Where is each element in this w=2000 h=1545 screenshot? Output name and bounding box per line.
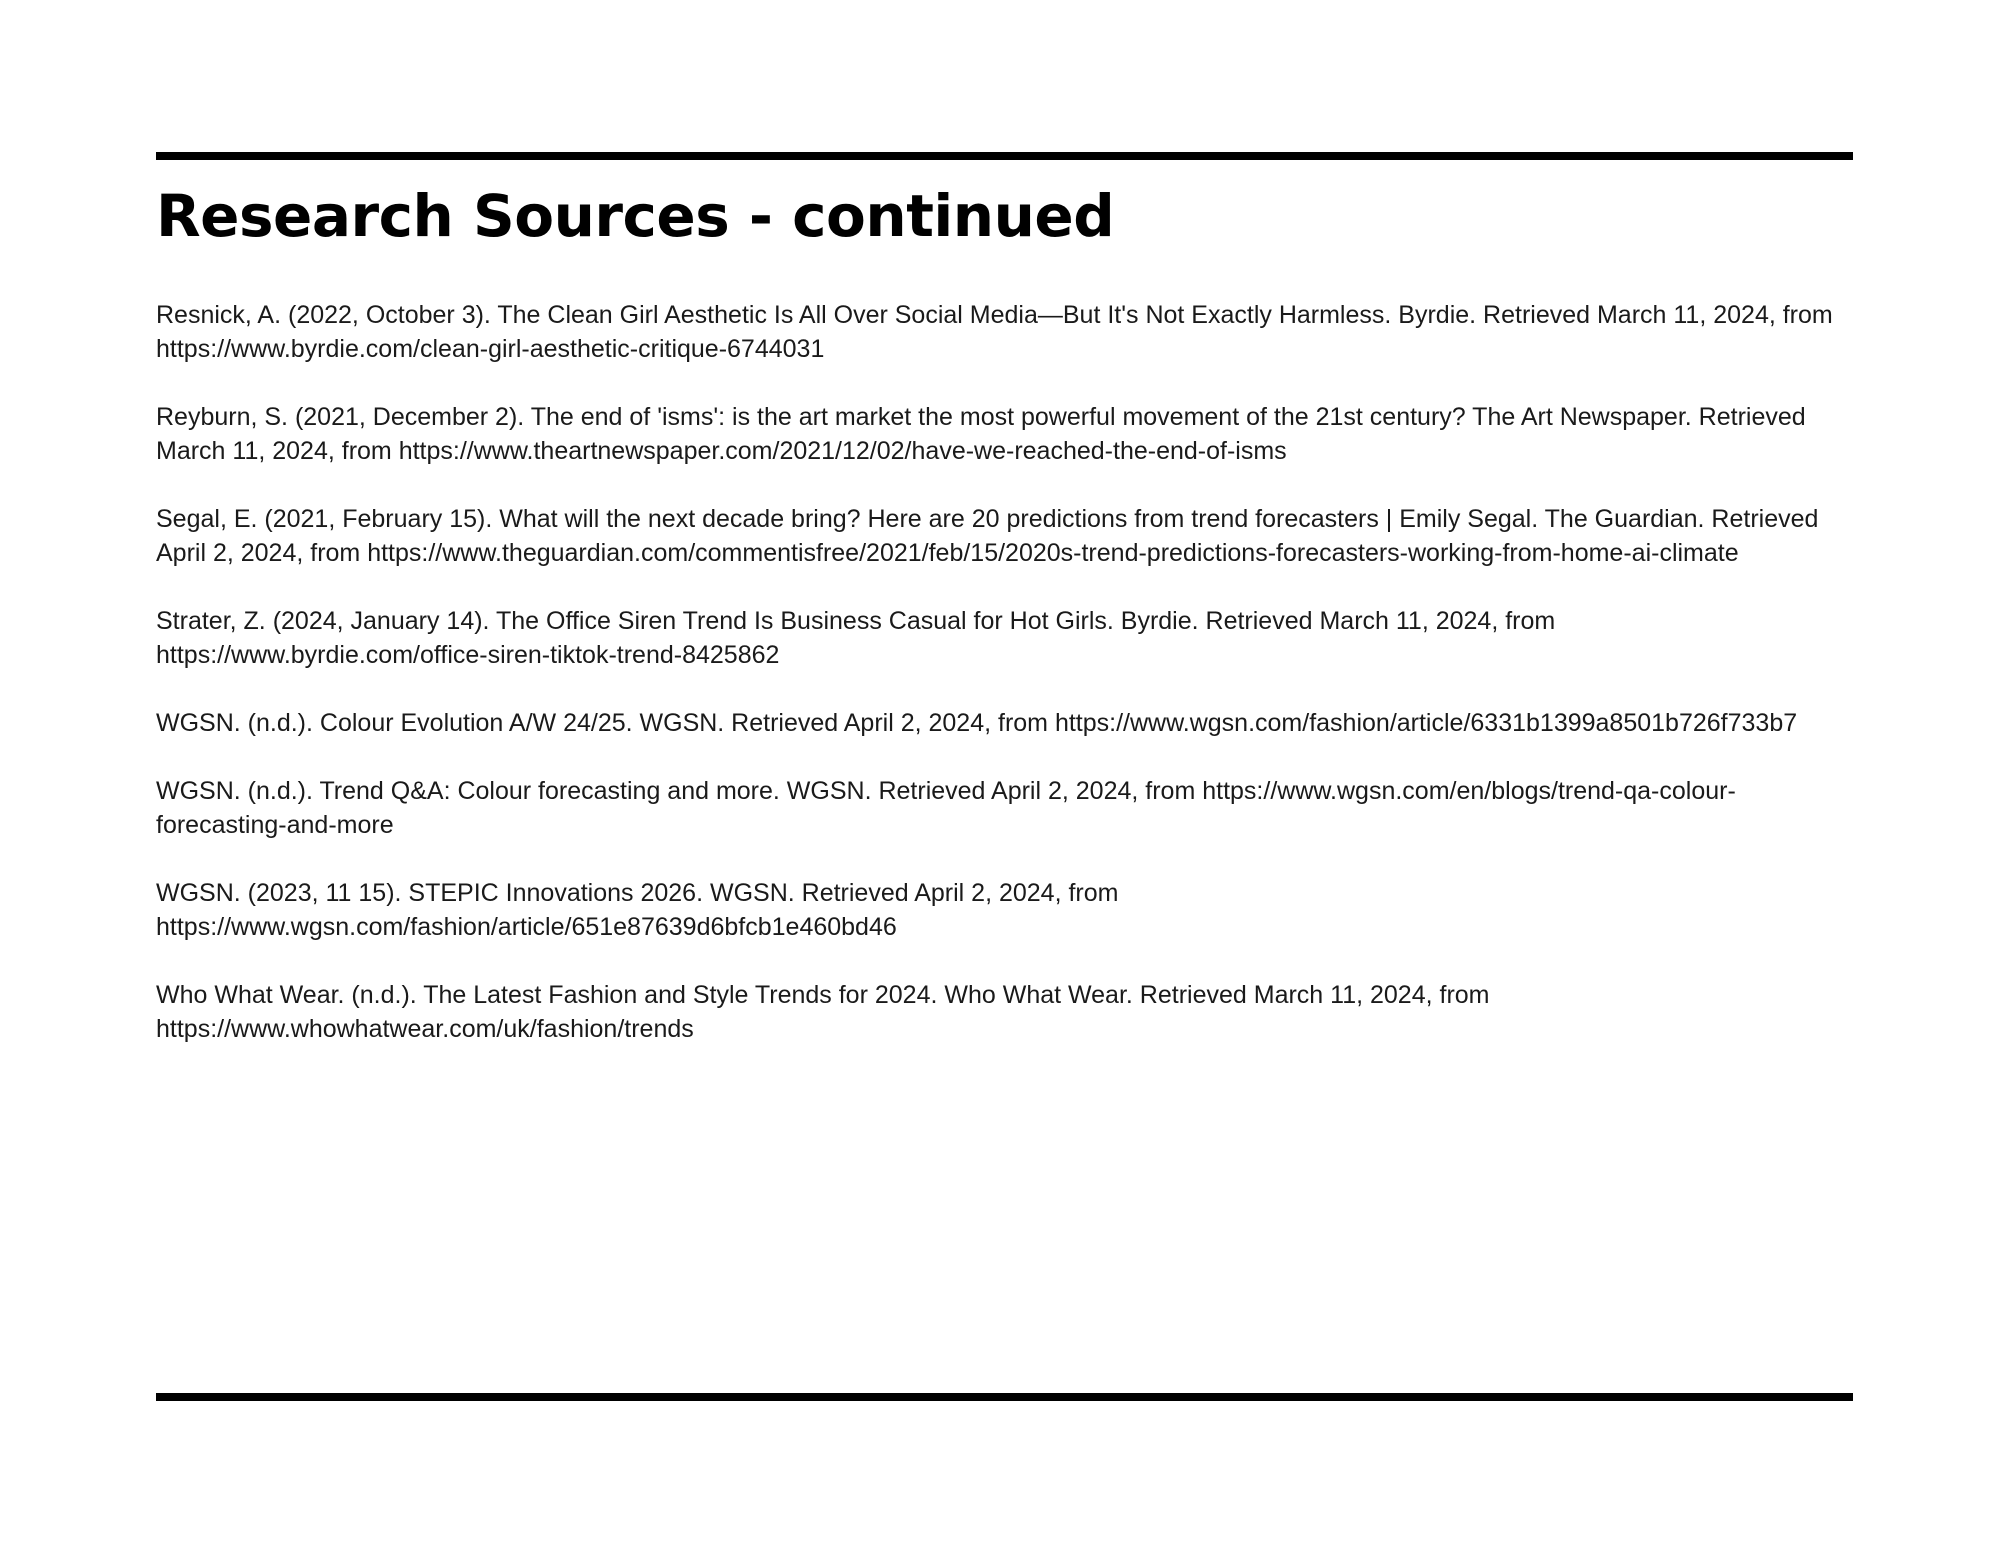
reference-item: Strater, Z. (2024, January 14). The Office Siren Trend Is Business Casual for Hot Girls. Byrdie. Retrieved March 11, 2024, from https://www.byrdie.com/office-siren-tiktok-trend-8425862 (156, 607, 1556, 669)
reference-item: Who What Wear. (n.d.). The Latest Fashion and Style Trends for 2024. Who What Wear. Retrieved March 11, 2024, from https://www.whowhatwear.com/uk/fashion/trends (156, 981, 1490, 1043)
reference-item: WGSN. (n.d.). Trend Q&A: Colour forecasting and more. WGSN. Retrieved April 2, 2024, from https://www.wgsn.com/en/blogs/trend-qa-colour-forecasting-and-more (156, 777, 1736, 839)
bottom-divider (156, 1393, 1853, 1401)
page-title: Research Sources - continued (156, 182, 1115, 250)
reference-item: Reyburn, S. (2021, December 2). The end of 'isms': is the art market the most powerful movement of the 21st century? The Art Newspaper. Retrieved March 11, 2024, from https://www.theartnewspaper.com/2021/12/02/have-we-reached-the-end-of-isms (156, 403, 1806, 465)
reference-item: Segal, E. (2021, February 15). What will the next decade bring? Here are 20 predictions from trend forecasters | Emily Segal. The Guardian. Retrieved April 2, 2024, from https://www.theguardian.com/commentisfree/2021/feb/15/2020s-trend-predictions-forecasters-working-from-home-ai-climate (156, 505, 1819, 567)
reference-item: WGSN. (2023, 11 15). STEPIC Innovations 2026. WGSN. Retrieved April 2, 2024, from https://www.wgsn.com/fashion/article/651e87639d6bfcb1e460bd46 (156, 879, 1119, 941)
reference-list (156, 298, 1853, 1080)
top-divider (156, 152, 1853, 160)
reference-item: Resnick, A. (2022, October 3). The Clean Girl Aesthetic Is All Over Social Media—But It's Not Exactly Harmless. Byrdie. Retrieved March 11, 2024, from https://www.byrdie.com/clean-girl-aesthetic-critique-6744031 (156, 301, 1833, 363)
reference-item: WGSN. (n.d.). Colour Evolution A/W 24/25. WGSN. Retrieved April 2, 2024, from https://www.wgsn.com/fashion/article/6331b1399a8501b726f733b7 (156, 709, 1798, 737)
